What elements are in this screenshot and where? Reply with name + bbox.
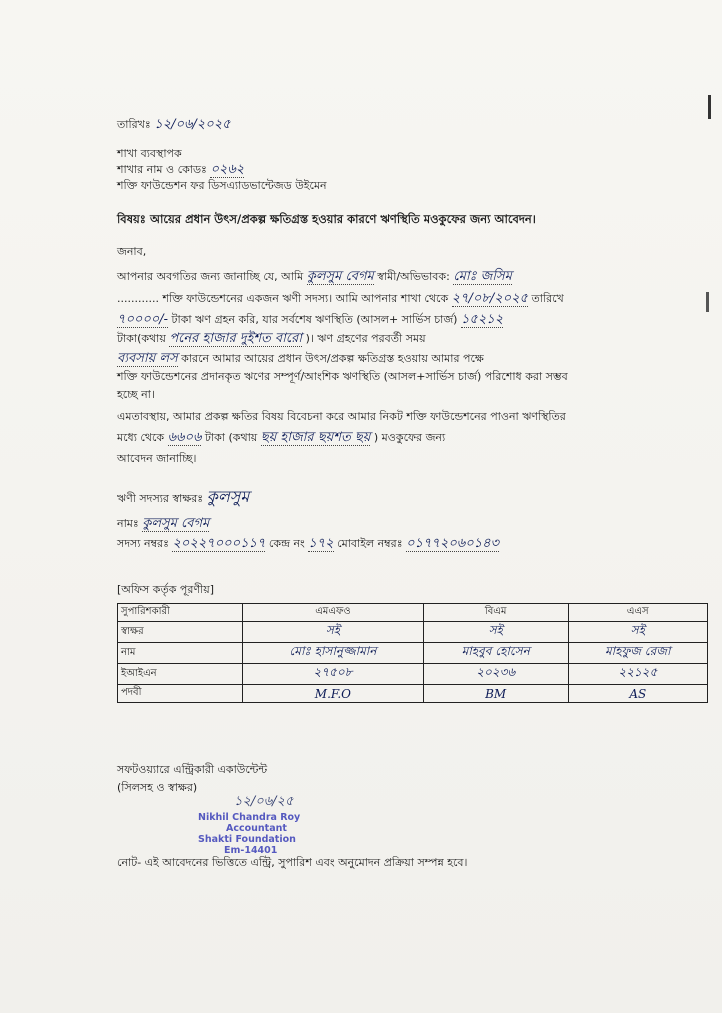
table-header: বিএম	[423, 604, 568, 622]
name-label: নামঃ	[117, 517, 139, 530]
table-row	[118, 622, 708, 643]
date-label: তারিখঃ	[117, 118, 151, 131]
body-text: স্বামী/অভিভাবক:	[377, 270, 450, 283]
row-label: পদবী	[118, 685, 243, 703]
table-cell: ২০২৩৬	[423, 664, 568, 685]
accountant-subtitle: (সিলসহ ও স্বাক্ষর)	[117, 781, 198, 794]
body-line-1	[117, 270, 512, 284]
footnote: নোট- এই আবেদনের ভিত্তিতে এন্ট্রি, সুপারিশ এবং অনুমোদন প্রক্রিয়া সম্পন্ন হবে।	[117, 856, 468, 869]
body-text: মধ্যে থেকে	[117, 431, 165, 444]
body-text: আপনার অবগতির জন্য জানাচ্ছি যে, আমি	[117, 270, 304, 283]
stamp-role: Accountant	[226, 823, 287, 834]
branch-label: শাখার নাম ও কোডঃ	[117, 163, 207, 176]
salutation: জনাব,	[117, 245, 147, 258]
recommendation-table	[117, 603, 708, 703]
signature-cell: সই	[243, 622, 424, 643]
row-label: স্বাক্ষর	[118, 622, 243, 643]
member-no-label: সদস্য নম্বরঃ	[117, 537, 169, 550]
table-header-row	[118, 604, 708, 622]
member-number: ২০২২৭০০০১১৭	[172, 536, 266, 551]
stamp-id: Em-14401	[224, 845, 278, 856]
table-cell: মাহফুজ রেজা	[568, 643, 707, 664]
balance-handwritten: ১৫২১২	[460, 312, 504, 327]
table-cell: M.F.O	[243, 685, 424, 703]
balance-words-handwritten: পনের হাজার দুইশত বারো	[169, 331, 303, 346]
loan-amount-handwritten: ৭০০০০/-	[117, 312, 169, 327]
office-use-note: [অফিস কর্তৃক পূরণীয়]	[117, 583, 214, 596]
table-header: সুপারিশকারী	[118, 604, 243, 622]
signature-cell: সই	[568, 622, 707, 643]
date-line	[117, 118, 231, 132]
mobile-label: মোবাইল নম্বরঃ	[337, 537, 403, 550]
row-label: নাম	[118, 643, 243, 664]
waive-amount-handwritten: ৬৬০৬	[167, 430, 202, 445]
row-label: ইআইএন	[118, 664, 243, 685]
body-line-5	[117, 352, 484, 366]
accountant-title: সফটওয়্যারে এন্ট্রিকারী একাউন্টেন্ট	[117, 763, 268, 776]
stamp-name: Nikhil Chandra Roy	[198, 812, 301, 823]
accountant-signature: ১২/০৬/২৫	[234, 794, 294, 809]
table-cell: AS	[568, 685, 707, 703]
body-text: কারনে আমার আয়ের প্রধান উৎস/প্রকল্প ক্ষতিগ্রস্ত হওয়ায় আমার পক্ষে	[181, 352, 484, 365]
accountant-stamp	[198, 794, 301, 856]
organization-name: শক্তি ফাউন্ডেশন ফর ডিসএ্যাডভান্টেজড উইমেন	[117, 179, 327, 192]
body-line-9	[117, 431, 445, 445]
table-cell: ২২১২৫	[568, 664, 707, 685]
body-text: টাকা (কথায়	[204, 431, 258, 444]
table-cell: ২৭৫০৮	[243, 664, 424, 685]
date-value: ১২/০৬/২০২৫	[154, 117, 231, 132]
branch-code: ০২৬২	[210, 162, 245, 177]
body-line-3	[117, 313, 503, 327]
recipient-title: শাখা ব্যবস্থাপক	[117, 147, 182, 160]
stamp-org: Shakti Foundation	[198, 834, 296, 845]
signature-label: ঋণী সদস্যর স্বাক্ষরঃ	[117, 492, 204, 505]
member-info-line	[117, 537, 499, 551]
edge-mark	[706, 292, 709, 312]
body-text: )। ঋণ গ্রহণের পরবর্তী সময়	[305, 332, 426, 345]
body-line-4	[117, 332, 426, 346]
borrower-name: কুলসুম বেগম	[142, 516, 210, 531]
center-label: কেন্দ্র নং	[268, 537, 305, 550]
body-line-8: এমতাবস্থায়, আমার প্রকল্প ক্ষতির বিষয় বিবেচনা করে আমার নিকট শক্তি ফাউন্ডেশনের পাওনা ঋণস্থিতির	[117, 410, 566, 423]
body-text: তারিখে	[531, 292, 564, 305]
subject-line: বিষয়ঃ আয়ের প্রধান উৎস/প্রকল্প ক্ষতিগ্রস্ত হওয়ার কারণে ঋণস্থিতি মওকুফের জন্য আবেদন।	[117, 212, 536, 226]
body-text: শক্তি ফাউন্ডেশনের একজন ঋণী সদস্য। আমি আপনার শাখা থেকে	[162, 292, 449, 305]
borrower-name-line	[117, 517, 209, 531]
center-number: ১৭২	[308, 536, 334, 551]
body-line-10: আবেদন জানাচ্ছি।	[117, 452, 197, 465]
mobile-number: ০১৭৭২০৬০১৪৩	[406, 536, 500, 551]
loan-date-handwritten: ২৭/০৮/২০২৫	[451, 291, 528, 306]
edge-mark	[708, 95, 711, 119]
table-header: এমএফও	[243, 604, 424, 622]
table-row	[118, 643, 708, 664]
guardian-handwritten: মোঃ জসিম	[453, 269, 512, 284]
table-header: এএস	[568, 604, 707, 622]
waive-words-handwritten: ছয় হাজার ছয়শত ছয়	[260, 430, 371, 445]
table-cell: মোঃ হাসানুজ্জামান	[243, 643, 424, 664]
table-row	[118, 664, 708, 685]
table-row	[118, 685, 708, 703]
body-text: টাকা ঋণ গ্রহন করি, যার সর্বশেষ ঋণস্থিতি (আসল+ সার্ভিস চার্জ)	[171, 313, 458, 326]
table-cell: BM	[423, 685, 568, 703]
body-text: টাকা(কথায়	[117, 332, 166, 345]
signature-cell: সই	[423, 622, 568, 643]
branch-line	[117, 163, 244, 177]
borrower-signature-line	[117, 487, 250, 506]
body-line-6: শক্তি ফাউন্ডেশনের প্রদানকৃত ঋণের সম্পূর্ণ/আংশিক ঋণস্থিতি (আসল+সার্ভিস চার্জ) পরিশোধ করা সম্ভব	[117, 370, 568, 383]
body-line-2: ............ শক্তি ফাউন্ডেশনের একজন ঋণী সদস্য। আমি আপনার শাখা থেকে ২৭/০৮/২০২৫ তারিখে	[117, 291, 564, 306]
member-name-handwritten: কুলসুম বেগম	[306, 269, 374, 284]
borrower-signature: কুলসুম	[206, 487, 250, 506]
body-text: ) মওকুফের জন্য	[373, 431, 446, 444]
table-cell: মাহবুব হোসেন	[423, 643, 568, 664]
body-line-7: হচ্ছে না।	[117, 388, 155, 401]
reason-handwritten: ব্যবসায় লস	[117, 351, 178, 366]
